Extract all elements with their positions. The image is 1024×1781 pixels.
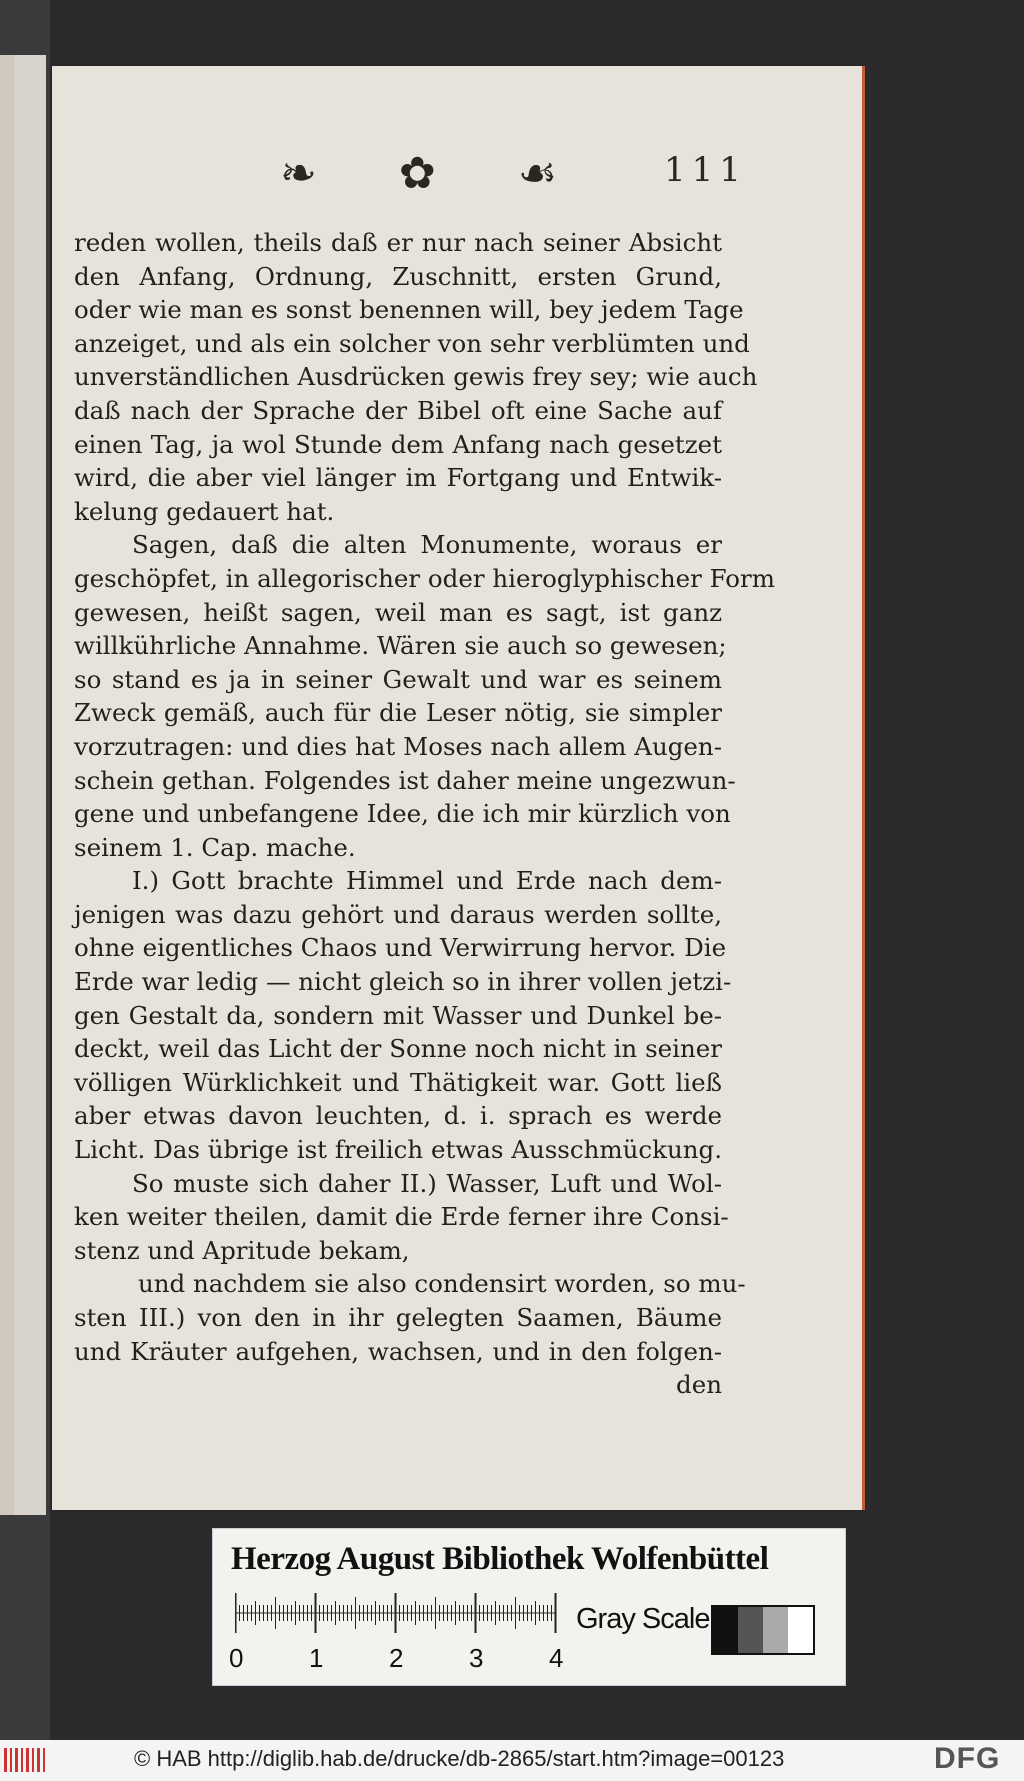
gray-swatch-cell [763, 1607, 788, 1653]
dfg-logo: DFG [934, 1742, 1001, 1775]
gray-scale-label: Gray Scale [576, 1603, 710, 1635]
text-line: I.) Gott brachte Himmel und Erde nach dem- [132, 866, 722, 896]
library-scale-card [212, 1528, 846, 1686]
ruler-label: 4 [549, 1643, 564, 1673]
previous-page-edge [0, 55, 46, 1515]
text-line: Erde war ledig — nicht gleich so in ihrer vollen jetzi- [74, 967, 732, 997]
text-line: Licht. Das übrige ist freilich etwas Ausschmückung. [74, 1135, 722, 1165]
text-line: den [676, 1370, 722, 1400]
text-line: oder wie man es sonst benennen will, bey jedem Tage [74, 295, 744, 325]
text-line: so stand es ja in seiner Gewalt und war es seinem [74, 664, 722, 694]
text-line: sten III.) von den in ihr gelegten Saamen, Bäume [74, 1303, 722, 1332]
text-line: ken weiter theilen, damit die Erde ferner ihre Consi- [74, 1202, 729, 1232]
text-line: Zweck gemäß, auch für die Leser nötig, sie simpler [74, 698, 722, 728]
text-line: einen Tag, ja wol Stunde dem Anfang nach gesetzet [74, 429, 722, 459]
page-text [74, 226, 776, 1402]
text-line: aber etwas davon leuchten, d. i. sprach es werde [74, 1101, 722, 1131]
text-line: So muste sich daher II.) Wasser, Luft und Wol- [132, 1168, 722, 1198]
footer-source-link[interactable]: © HAB http://diglib.hab.de/drucke/db-2865/start.htm?image=00123 [134, 1746, 785, 1771]
ruler-label: 3 [469, 1643, 484, 1673]
text-line: kelung gedauert hat. [74, 496, 335, 526]
text-line: und nachdem sie also condensirt worden, so mu- [138, 1269, 746, 1299]
text-line: stenz und Apritude bekam, [74, 1235, 410, 1265]
gray-scale-swatch [711, 1605, 815, 1655]
text-line: schein gethan. Folgendes ist daher meine ungezwun- [74, 765, 736, 795]
text-line: unverständlichen Ausdrücken gewis frey sey; wie auch [74, 362, 758, 392]
footer-bar [0, 1740, 1024, 1781]
text-line: reden wollen, theils daß er nur nach seiner Absicht [74, 228, 722, 257]
page-number: 111 [664, 150, 747, 190]
text-line: gene und unbefangene Idee, die ich mir kürzlich von [74, 799, 731, 829]
library-name: Herzog August Bibliothek Wolfenbüttel [231, 1541, 769, 1577]
gray-swatch-cell [713, 1607, 738, 1653]
ruler-label: 1 [309, 1643, 324, 1673]
ruler-labels [229, 1643, 569, 1673]
text-line: völligen Würklichkeit und Thätigkeit war. Gott ließ [74, 1067, 722, 1097]
header-ornament: ❧ ✿ ☙ [280, 148, 592, 199]
barcode-icon [4, 1748, 48, 1772]
text-line: geschöpfet, in allegorischer oder hieroglyphischer Form [74, 563, 776, 593]
text-line: und Kräuter aufgehen, wachsen, und in den folgen- [74, 1336, 722, 1366]
text-line: gen Gestalt da, sondern mit Wasser und Dunkel be- [74, 1000, 722, 1030]
text-line: jenigen was dazu gehört und daraus werden sollte, [74, 899, 722, 929]
text-line: willkührliche Annahme. Wären sie auch so gewesen; [74, 631, 727, 661]
text-line: vorzutragen: und dies hat Moses nach allem Augen- [74, 731, 722, 761]
gray-swatch-cell [788, 1607, 813, 1653]
text-line: deckt, weil das Licht der Sonne noch nicht in seiner [74, 1034, 722, 1064]
text-line: den Anfang, Ordnung, Zuschnitt, ersten Grund, [74, 261, 722, 291]
previous-page-gutter [0, 55, 14, 1515]
gray-swatch-cell [738, 1607, 763, 1653]
text-line: gewesen, heißt sagen, weil man es sagt, ist ganz [74, 597, 722, 627]
text-line: daß nach der Sprache der Bibel oft eine Sache auf [74, 395, 722, 425]
text-line: anzeiget, und als ein solcher von sehr verblümten und [74, 328, 750, 358]
ruler-scale [235, 1593, 557, 1633]
text-line: seinem 1. Cap. mache. [74, 832, 356, 862]
text-line: ohne eigentliches Chaos und Verwirrung hervor. Die [74, 933, 727, 963]
ruler-label: 0 [229, 1643, 244, 1673]
ruler-label: 2 [389, 1643, 404, 1673]
text-line: wird, die aber viel länger im Fortgang und Entwik- [74, 463, 722, 493]
text-line: Sagen, daß die alten Monumente, woraus er [132, 530, 722, 560]
